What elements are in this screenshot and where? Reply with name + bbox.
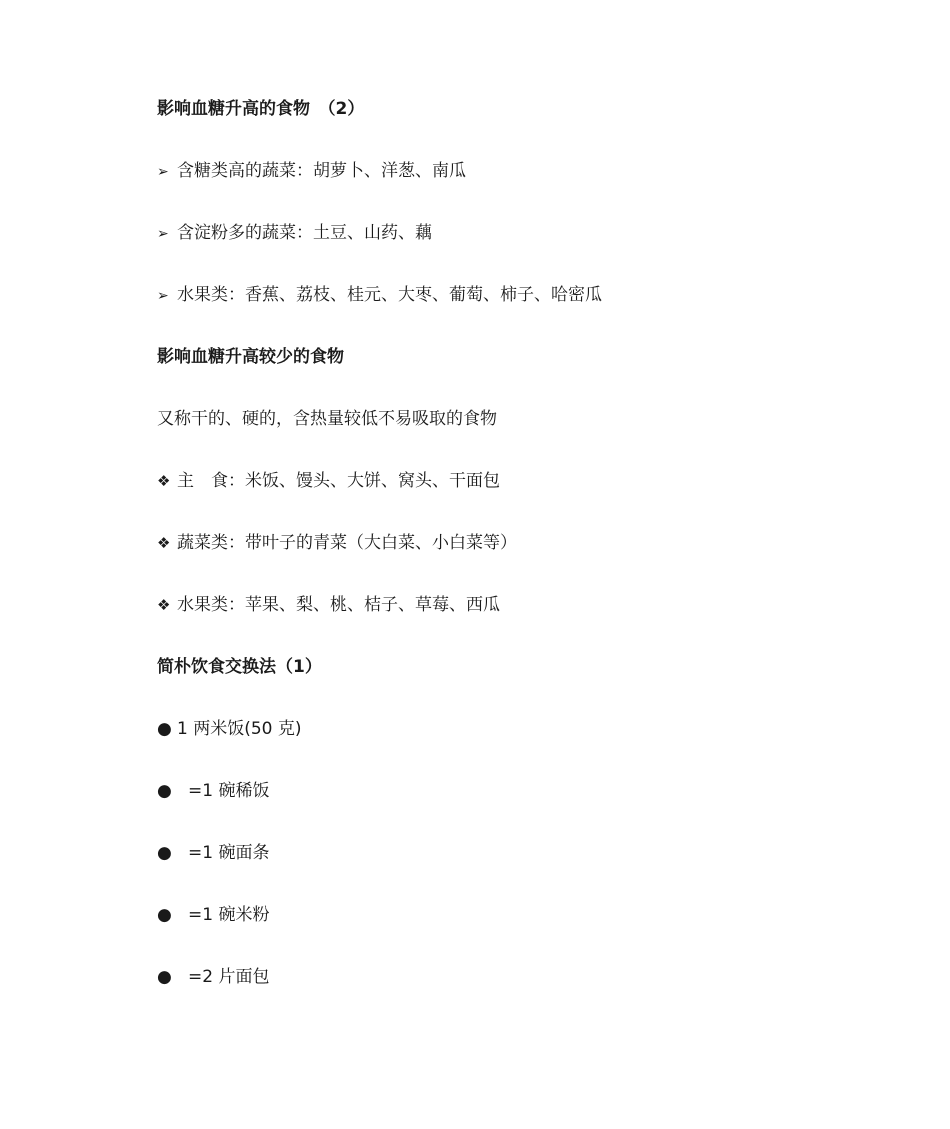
list-item — [157, 902, 269, 928]
diamond-bullet-icon: ❖ — [157, 596, 171, 614]
list-item — [157, 716, 302, 742]
list-item-text: 1 两米饭(50 克) — [177, 719, 302, 739]
dot-bullet-icon: ● — [157, 781, 172, 801]
list-item — [157, 220, 432, 246]
list-item — [157, 778, 269, 804]
list-item-text: =2 片面包 — [188, 967, 270, 987]
list-item-text: 含糖类高的蔬菜：胡萝卜、洋葱、南瓜 — [177, 161, 466, 181]
intro-paragraph: 又称干的、硬的，含热量较低不易吸取的食物 — [157, 409, 497, 429]
heading-food-exchange: 简朴饮食交换法（1） — [157, 657, 322, 677]
dot-bullet-icon: ● — [157, 967, 172, 987]
list-item — [157, 840, 269, 866]
dot-bullet-icon: ● — [157, 843, 172, 863]
list-item-text: =1 碗面条 — [188, 843, 270, 863]
heading-high-impact-foods: 影响血糖升高的食物 （2） — [157, 99, 365, 119]
list-item — [157, 468, 500, 494]
heading-low-impact-foods: 影响血糖升高较少的食物 — [157, 347, 344, 367]
list-item — [157, 158, 466, 184]
list-item — [157, 530, 517, 556]
list-item — [157, 964, 269, 990]
list-item — [157, 282, 602, 308]
list-item-text: 蔬菜类：带叶子的青菜（大白菜、小白菜等） — [177, 533, 517, 553]
arrow-bullet-icon: ➢ — [157, 164, 169, 180]
arrow-bullet-icon: ➢ — [157, 226, 169, 242]
list-item — [157, 592, 500, 618]
diamond-bullet-icon: ❖ — [157, 534, 171, 552]
list-item-text: =1 碗米粉 — [188, 905, 270, 925]
dot-bullet-icon: ● — [157, 719, 172, 739]
dot-bullet-icon: ● — [157, 905, 172, 925]
diamond-bullet-icon: ❖ — [157, 472, 171, 490]
list-item-text: 水果类：苹果、梨、桃、桔子、草莓、西瓜 — [177, 595, 500, 615]
list-item-text: =1 碗稀饭 — [188, 781, 270, 801]
list-item-text: 主 食：米饭、馒头、大饼、窝头、干面包 — [177, 471, 500, 491]
list-item-text: 含淀粉多的蔬菜：土豆、山药、藕 — [177, 223, 432, 243]
list-item-text: 水果类：香蕉、荔枝、桂元、大枣、葡萄、柿子、哈密瓜 — [177, 285, 602, 305]
arrow-bullet-icon: ➢ — [157, 288, 169, 304]
